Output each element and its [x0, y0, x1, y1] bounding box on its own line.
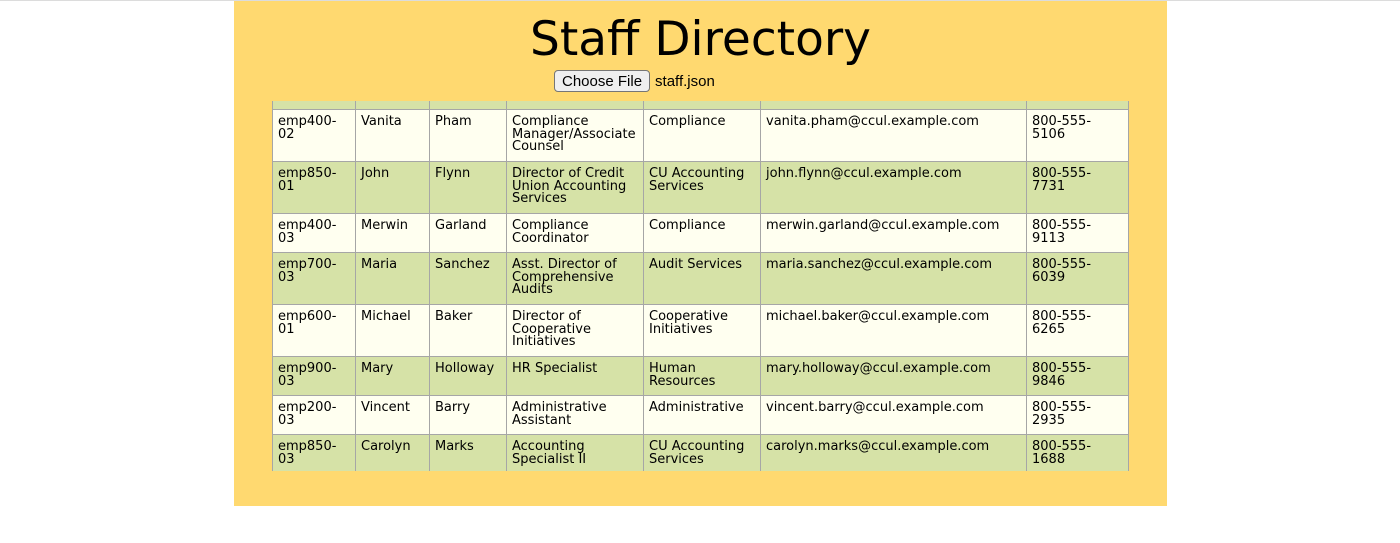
- cell-last-name: Holloway: [430, 357, 507, 396]
- cell-last-name: Garland: [430, 214, 507, 253]
- cell-first-name: Mary: [356, 357, 430, 396]
- table-row: [273, 214, 1129, 253]
- cell-employee-id: emp900-03: [273, 357, 356, 396]
- cell-department: Administrative: [644, 396, 761, 435]
- cell-email: vanita.pham@ccul.example.com: [761, 110, 1027, 162]
- cell-employee-id: emp200-03: [273, 396, 356, 435]
- cell-job-title: Compliance Coordinator: [507, 214, 644, 253]
- cell-email: michael.baker@ccul.example.com: [761, 305, 1027, 357]
- cell-job-title: Accounting Specialist II: [507, 435, 644, 472]
- table-row: [273, 305, 1129, 357]
- staff-table: [272, 101, 1129, 471]
- table-row: [273, 162, 1129, 214]
- cell-phone: 800-555-9846: [1027, 357, 1129, 396]
- cell-phone: 800-555-9113: [1027, 214, 1129, 253]
- cell-phone: 800-555-7731: [1027, 162, 1129, 214]
- cell-email: carolyn.marks@ccul.example.com: [761, 435, 1027, 472]
- cell-job-title: Asst. Director of Comprehensive Audits: [507, 253, 644, 305]
- cell-employee-id: emp400-02: [273, 110, 356, 162]
- cell-department: Human Resources: [644, 357, 761, 396]
- cell-email: john.flynn@ccul.example.com: [761, 162, 1027, 214]
- cell-last-name: Flynn: [430, 162, 507, 214]
- cell-first-name: Michael: [356, 305, 430, 357]
- directory-panel: [234, 1, 1167, 506]
- table-row: [273, 110, 1129, 162]
- cell-department: Compliance: [644, 110, 761, 162]
- cell-email: mary.holloway@ccul.example.com: [761, 357, 1027, 396]
- cell-employee-id: emp400-03: [273, 214, 356, 253]
- cell-job-title: HR Specialist: [507, 357, 644, 396]
- cell-department: CU Accounting Services: [644, 162, 761, 214]
- table-row: [273, 253, 1129, 305]
- cell-department: Cooperative Initiatives: [644, 305, 761, 357]
- cell-job-title: Compliance Manager/Associate Counsel: [507, 110, 644, 162]
- cell-phone: 800-555-1688: [1027, 435, 1129, 472]
- cell-job-title: Director of Credit Union Accounting Services: [507, 162, 644, 214]
- cell-department: Audit Services: [644, 253, 761, 305]
- cell-phone: 800-555-5106: [1027, 110, 1129, 162]
- cell-phone: 800-555-6039: [1027, 253, 1129, 305]
- cell-department: [644, 101, 761, 110]
- cell-first-name: [356, 101, 430, 110]
- cell-first-name: John: [356, 162, 430, 214]
- table-row: [273, 435, 1129, 472]
- choose-file-button[interactable]: Choose File: [554, 70, 650, 92]
- cell-employee-id: emp850-03: [273, 435, 356, 472]
- cell-email: merwin.garland@ccul.example.com: [761, 214, 1027, 253]
- cell-last-name: Marks: [430, 435, 507, 472]
- cell-first-name: Maria: [356, 253, 430, 305]
- cell-phone: 800-555-6265: [1027, 305, 1129, 357]
- cell-last-name: [430, 101, 507, 110]
- cell-employee-id: emp700-03: [273, 253, 356, 305]
- cell-job-title: Administrative Assistant: [507, 396, 644, 435]
- cell-phone: [1027, 101, 1129, 110]
- table-row: [273, 357, 1129, 396]
- cell-job-title: Director of Cooperative Initiatives: [507, 305, 644, 357]
- cell-department: Compliance: [644, 214, 761, 253]
- staff-table-scroll-area[interactable]: [272, 101, 1129, 471]
- file-input[interactable]: [554, 69, 715, 93]
- cell-last-name: Sanchez: [430, 253, 507, 305]
- cell-employee-id: emp600-01: [273, 305, 356, 357]
- cell-first-name: Carolyn: [356, 435, 430, 472]
- page-title: Staff Directory: [529, 12, 871, 67]
- table-row: [273, 101, 1129, 110]
- cell-first-name: Vincent: [356, 396, 430, 435]
- cell-first-name: Merwin: [356, 214, 430, 253]
- cell-last-name: Pham: [430, 110, 507, 162]
- cell-job-title: [507, 101, 644, 110]
- table-row: [273, 396, 1129, 435]
- cell-department: CU Accounting Services: [644, 435, 761, 472]
- cell-email: maria.sanchez@ccul.example.com: [761, 253, 1027, 305]
- cell-email: [761, 101, 1027, 110]
- cell-employee-id: emp850-01: [273, 162, 356, 214]
- selected-file-name: staff.json: [655, 72, 715, 90]
- cell-last-name: Barry: [430, 396, 507, 435]
- cell-email: vincent.barry@ccul.example.com: [761, 396, 1027, 435]
- cell-last-name: Baker: [430, 305, 507, 357]
- cell-phone: 800-555-2935: [1027, 396, 1129, 435]
- cell-employee-id: [273, 101, 356, 110]
- cell-first-name: Vanita: [356, 110, 430, 162]
